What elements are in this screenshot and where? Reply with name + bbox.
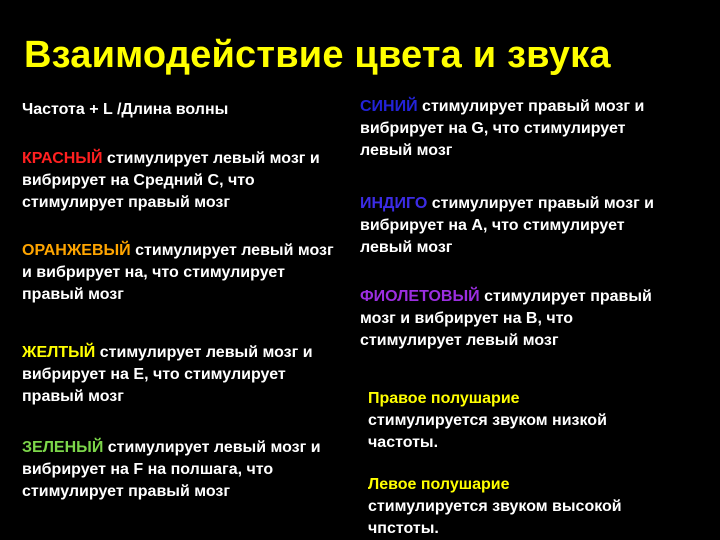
- yellow-color-name: ЖЕЛТЫЙ: [22, 344, 96, 361]
- left-hemisphere-text: стимулируется звуком высокой чпстоты.: [368, 498, 622, 537]
- green-description: стимулирует левый мозг и вибрирует на F на полшага, что стимулирует правый мозг: [22, 439, 321, 500]
- orange-color-block: [22, 240, 340, 306]
- indigo-description: стимулирует правый мозг и вибрирует на А, что стимулирует левый мозг: [360, 195, 655, 256]
- orange-description: стимулирует левый мозг и вибрирует на, что стимулирует правый мозг: [22, 242, 334, 303]
- yellow-description: стимулирует левый мозг и вибрирует на Е, что стимулирует правый мозг: [22, 344, 313, 405]
- blue-description: стимулирует правый мозг и вибрирует на G, что стимулирует левый мозг: [360, 98, 645, 159]
- indigo-color-name: ИНДИГО: [360, 195, 428, 212]
- red-color-name: КРАСНЫЙ: [22, 150, 103, 167]
- right-hemisphere-note: [368, 388, 668, 454]
- orange-color-name: ОРАНЖЕВЫЙ: [22, 242, 131, 259]
- blue-color-name: СИНИЙ: [360, 98, 418, 115]
- violet-description: стимулирует правый мозг и вибрирует на В, что стимулирует левый мозг: [360, 288, 652, 349]
- slide-title: Взаимодействие цвета и звука: [24, 34, 611, 76]
- blue-color-block: [360, 96, 660, 162]
- yellow-color-block: [22, 342, 340, 408]
- left-hemisphere-note: [368, 474, 668, 540]
- frequency-wavelength-header: [22, 99, 340, 121]
- violet-color-name: ФИОЛЕТОВЫЙ: [360, 288, 480, 305]
- green-color-name: ЗЕЛЕНЫЙ: [22, 439, 104, 456]
- violet-color-block: [360, 286, 660, 352]
- left-hemisphere-heading: Левое полушарие: [368, 476, 510, 493]
- red-description: стимулирует левый мозг и вибрирует на Средний С, что стимулирует правый мозг: [22, 150, 320, 211]
- green-color-block: [22, 437, 340, 503]
- header-text: Частота + L /Длина волны: [22, 101, 229, 118]
- right-hemisphere-text: стимулируется звуком низкой частоты.: [368, 412, 607, 451]
- right-hemisphere-heading: Правое полушарие: [368, 390, 520, 407]
- indigo-color-block: [360, 193, 660, 259]
- red-color-block: [22, 148, 340, 214]
